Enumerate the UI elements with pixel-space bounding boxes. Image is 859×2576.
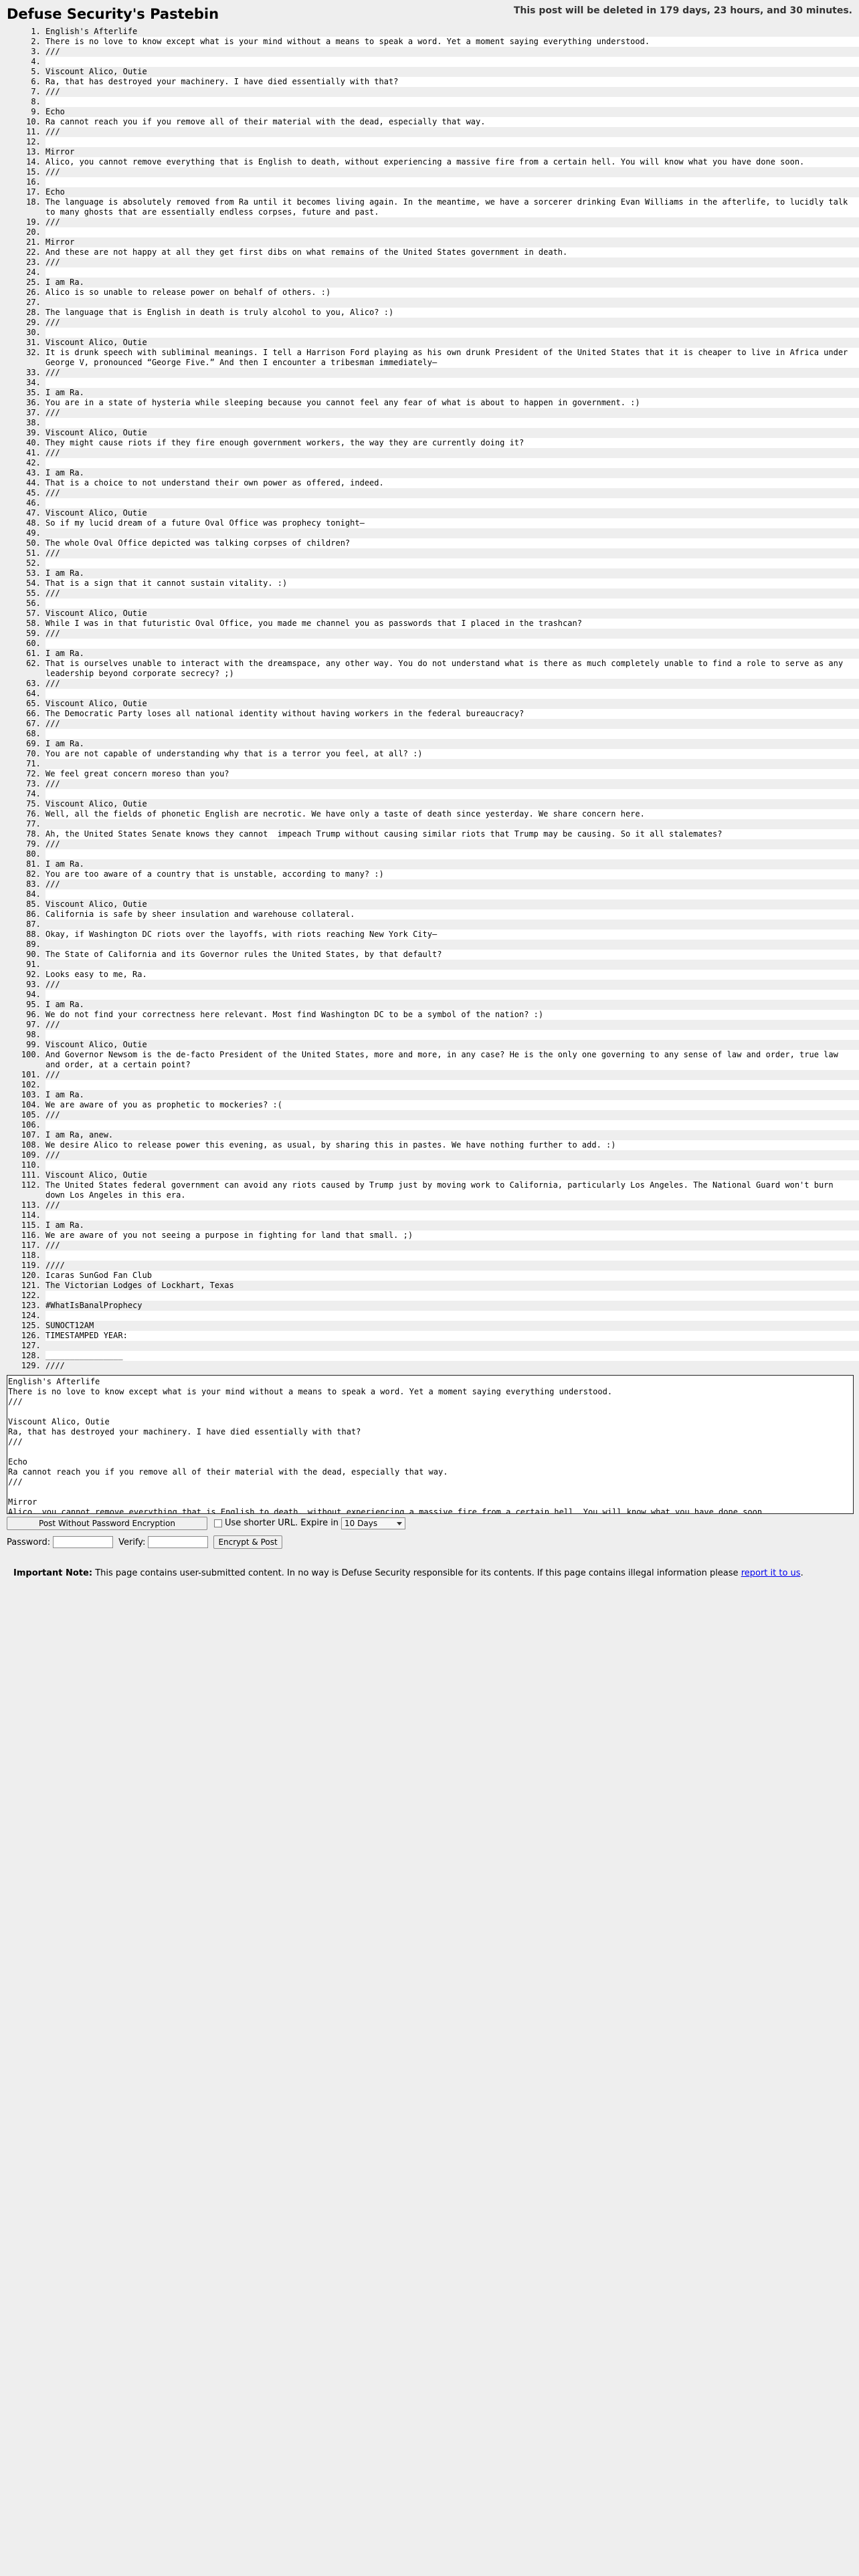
code-line: 7. /// bbox=[45, 87, 859, 97]
code-line: 121. The Victorian Lodges of Lockhart, Texas bbox=[45, 1281, 859, 1291]
expiry-notice: This post will be deleted in 179 days, 23 hours, and 30 minutes. bbox=[513, 5, 852, 16]
code-line: 58. While I was in that futuristic Oval Office, you made me channel you as passwords that I placed in the trashcan? bbox=[45, 619, 859, 629]
code-line bbox=[45, 1080, 859, 1090]
code-line: 88. Okay, if Washington DC riots over the layoffs, with riots reaching New York City— bbox=[45, 930, 859, 940]
code-line: 6. Ra, that has destroyed your machinery. I have died essentially with that? bbox=[45, 77, 859, 87]
code-line: 5. Viscount Alico, Outie bbox=[45, 67, 859, 77]
code-line: 75. Viscount Alico, Outie bbox=[45, 799, 859, 809]
password-row bbox=[7, 1534, 859, 1550]
code-line bbox=[45, 819, 859, 829]
code-line: 95. I am Ra. bbox=[45, 1000, 859, 1010]
code-line: 55. /// bbox=[45, 588, 859, 599]
code-line: 43. I am Ra. bbox=[45, 468, 859, 478]
code-line: 73. /// bbox=[45, 779, 859, 789]
code-line: 128. ________________ bbox=[45, 1351, 859, 1361]
code-line: 79. /// bbox=[45, 839, 859, 849]
code-line: 2. There is no love to know except what is your mind without a means to speak a word. Yet a moment saying everything understood. bbox=[45, 37, 859, 47]
page-header bbox=[0, 0, 859, 27]
expire-select[interactable] bbox=[341, 1517, 405, 1529]
code-line: 40. They might cause riots if they fire enough government workers, the way they are currently doing it? bbox=[45, 438, 859, 448]
paste-content bbox=[0, 27, 859, 1371]
code-line: 67. /// bbox=[45, 719, 859, 729]
code-line: 21. Mirror bbox=[45, 237, 859, 247]
code-line bbox=[45, 940, 859, 950]
code-line: 11. /// bbox=[45, 127, 859, 137]
code-line: 9. Echo bbox=[45, 107, 859, 117]
code-line: 35. I am Ra. bbox=[45, 388, 859, 398]
code-line: 125. SUNOCT12AM bbox=[45, 1321, 859, 1331]
code-line: 72. We feel great concern moreso than you? bbox=[45, 769, 859, 779]
code-line bbox=[45, 378, 859, 388]
code-line bbox=[45, 298, 859, 308]
code-line bbox=[45, 528, 859, 538]
code-line: 109. /// bbox=[45, 1150, 859, 1160]
code-line: 17. Echo bbox=[45, 187, 859, 197]
code-line: 103. I am Ra. bbox=[45, 1090, 859, 1100]
code-line bbox=[45, 1291, 859, 1301]
code-line bbox=[45, 1210, 859, 1220]
code-line: 47. Viscount Alico, Outie bbox=[45, 508, 859, 518]
code-line: 93. /// bbox=[45, 980, 859, 990]
code-line: 92. Looks easy to me, Ra. bbox=[45, 970, 859, 980]
code-line: 107. I am Ra, anew. bbox=[45, 1130, 859, 1140]
verify-input[interactable] bbox=[148, 1536, 208, 1548]
code-line bbox=[45, 889, 859, 899]
code-line: 1. English's Afterlife bbox=[45, 27, 859, 37]
expire-label: Expire in bbox=[300, 1518, 339, 1528]
code-line: 39. Viscount Alico, Outie bbox=[45, 428, 859, 438]
code-line bbox=[45, 1251, 859, 1261]
code-line: 29. /// bbox=[45, 318, 859, 328]
code-line: 14. Alico, you cannot remove everything that is English to death, without experiencing a massive fire from a certain hell. You will know what you have done soon. bbox=[45, 157, 859, 167]
code-line: 115. I am Ra. bbox=[45, 1220, 859, 1230]
code-line: 13. Mirror bbox=[45, 147, 859, 157]
code-line bbox=[45, 328, 859, 338]
code-line: 123. #WhatIsBanalProphecy bbox=[45, 1301, 859, 1311]
code-line: 101. /// bbox=[45, 1070, 859, 1080]
code-line bbox=[45, 498, 859, 508]
code-line: 32. It is drunk speech with subliminal meanings. I tell a Harrison Ford playing as his own drunk President of the United States that it is cheaper to live in Africa under George V, pronounced “George Five.” And then I encounter a tribesman immediately— bbox=[45, 348, 859, 368]
code-line bbox=[45, 1160, 859, 1170]
code-line: 81. I am Ra. bbox=[45, 859, 859, 869]
code-line bbox=[45, 990, 859, 1000]
code-line: 22. And these are not happy at all they get first dibs on what remains of the United States government in death. bbox=[45, 247, 859, 257]
code-line: 41. /// bbox=[45, 448, 859, 458]
shorter-url-checkbox[interactable] bbox=[214, 1519, 222, 1527]
code-line: 104. We are aware of you as prophetic to mockeries? :( bbox=[45, 1100, 859, 1110]
code-line: 63. /// bbox=[45, 679, 859, 689]
code-line: 33. /// bbox=[45, 368, 859, 378]
code-line bbox=[45, 920, 859, 930]
code-line bbox=[45, 558, 859, 568]
password-label: Password: bbox=[7, 1537, 51, 1547]
code-line: 23. /// bbox=[45, 257, 859, 267]
code-line bbox=[45, 729, 859, 739]
code-line: 26. Alico is so unable to release power on behalf of others. :) bbox=[45, 288, 859, 298]
code-line: 83. /// bbox=[45, 879, 859, 889]
code-line bbox=[45, 599, 859, 609]
code-line: 100. And Governor Newsom is the de-facto President of the United States, more and more, in any case? He is the only one governing to any sense of law and order, true law and order, at a certain point? bbox=[45, 1050, 859, 1070]
code-line bbox=[45, 960, 859, 970]
code-line: 97. /// bbox=[45, 1020, 859, 1030]
code-line: 50. The whole Oval Office depicted was talking corpses of children? bbox=[45, 538, 859, 548]
code-line bbox=[45, 458, 859, 468]
code-line: 82. You are too aware of a country that is unstable, according to many? :) bbox=[45, 869, 859, 879]
code-line: 70. You are not capable of understanding why that is a terror you feel, at all? :) bbox=[45, 749, 859, 759]
code-line: 108. We desire Alico to release power this evening, as usual, by sharing this in pastes. We have nothing further to add. :) bbox=[45, 1140, 859, 1150]
code-line: 112. The United States federal government can avoid any riots caused by Trump just by moving work to California, particularly Los Angeles. The National Guard won't burn down Los Angeles in this era. bbox=[45, 1180, 859, 1200]
code-line bbox=[45, 1120, 859, 1130]
code-line: 62. That is ourselves unable to interact with the dreamspace, any other way. You do not understand what is there as much completely unable to find a role to serve as any leadership beyond corporate secrecy? ;) bbox=[45, 659, 859, 679]
code-line: 18. The language is absolutely removed from Ra until it becomes living again. In the meantime, we have a sorcerer drinking Evan Williams in the afterlife, to lucidly talk to many ghosts that are essentially endless corpses, future and past. bbox=[45, 197, 859, 217]
site-title[interactable]: Defuse Security's Pastebin bbox=[7, 6, 219, 22]
code-line: 69. I am Ra. bbox=[45, 739, 859, 749]
code-line: 59. /// bbox=[45, 629, 859, 639]
post-controls bbox=[7, 1515, 859, 1531]
report-link[interactable]: report it to us bbox=[741, 1568, 801, 1578]
code-line: 10. Ra cannot reach you if you remove all of their material with the dead, especially that way. bbox=[45, 117, 859, 127]
code-line: 126. TIMESTAMPED YEAR: bbox=[45, 1331, 859, 1341]
code-line: 78. Ah, the United States Senate knows they cannot impeach Trump without causing similar riots that Trump may be causing. So it all stalemates? bbox=[45, 829, 859, 839]
code-line bbox=[45, 1311, 859, 1321]
code-line: 96. We do not find your correctness here relevant. Most find Washington DC to be a symbol of the nation? :) bbox=[45, 1010, 859, 1020]
code-line: 119. //// bbox=[45, 1261, 859, 1271]
code-line: 31. Viscount Alico, Outie bbox=[45, 338, 859, 348]
code-line: 111. Viscount Alico, Outie bbox=[45, 1170, 859, 1180]
code-line: 19. /// bbox=[45, 217, 859, 227]
code-line: 105. /// bbox=[45, 1110, 859, 1120]
code-line: 99. Viscount Alico, Outie bbox=[45, 1040, 859, 1050]
code-line: 3. /// bbox=[45, 47, 859, 57]
post-without-encryption-button[interactable]: Post Without Password Encryption bbox=[7, 1517, 207, 1530]
encrypt-and-post-button[interactable]: Encrypt & Post bbox=[213, 1535, 282, 1549]
important-note-label: Important Note: bbox=[13, 1568, 93, 1578]
code-line bbox=[45, 759, 859, 769]
code-line: 53. I am Ra. bbox=[45, 568, 859, 578]
code-line bbox=[45, 97, 859, 107]
code-line: 129. //// bbox=[45, 1361, 859, 1371]
code-line: 57. Viscount Alico, Outie bbox=[45, 609, 859, 619]
paste-editor[interactable] bbox=[7, 1375, 854, 1514]
code-line: 61. I am Ra. bbox=[45, 649, 859, 659]
code-line bbox=[45, 689, 859, 699]
code-line: 65. Viscount Alico, Outie bbox=[45, 699, 859, 709]
code-line: 66. The Democratic Party loses all national identity without having workers in the federal bureaucracy? bbox=[45, 709, 859, 719]
code-line: 51. /// bbox=[45, 548, 859, 558]
expire-select-value: 10 Days bbox=[345, 1519, 378, 1528]
code-line bbox=[45, 137, 859, 147]
code-line bbox=[45, 418, 859, 428]
code-line: 36. You are in a state of hysteria while sleeping because you cannot feel any fear of what is about to happen in government. :) bbox=[45, 398, 859, 408]
verify-label: Verify: bbox=[118, 1537, 146, 1547]
important-note-text: This page contains user-submitted content. In no way is Defuse Security responsible for its contents. If this page contains illegal information please bbox=[95, 1568, 739, 1578]
code-line: 90. The State of California and its Governor rules the United States, by that default? bbox=[45, 950, 859, 960]
code-line: 76. Well, all the fields of phonetic English are necrotic. We have only a taste of death since yesterday. We share concern here. bbox=[45, 809, 859, 819]
code-line bbox=[45, 57, 859, 67]
code-line bbox=[45, 177, 859, 187]
code-line: 86. California is safe by sheer insulation and warehouse collateral. bbox=[45, 909, 859, 920]
code-line: 15. /// bbox=[45, 167, 859, 177]
chevron-down-icon bbox=[397, 1522, 402, 1525]
code-line: 117. /// bbox=[45, 1241, 859, 1251]
code-line: 37. /// bbox=[45, 408, 859, 418]
code-line: 25. I am Ra. bbox=[45, 278, 859, 288]
code-line bbox=[45, 227, 859, 237]
code-line: 113. /// bbox=[45, 1200, 859, 1210]
code-line bbox=[45, 849, 859, 859]
code-line bbox=[45, 1030, 859, 1040]
code-line: 44. That is a choice to not understand their own power as offered, indeed. bbox=[45, 478, 859, 488]
important-note bbox=[13, 1568, 859, 1580]
code-line: 48. So if my lucid dream of a future Oval Office was prophecy tonight— bbox=[45, 518, 859, 528]
code-line bbox=[45, 1341, 859, 1351]
code-line: 54. That is a sign that it cannot sustain vitality. :) bbox=[45, 578, 859, 588]
code-line bbox=[45, 267, 859, 278]
code-line: 116. We are aware of you not seeing a purpose in fighting for land that small. ;) bbox=[45, 1230, 859, 1241]
code-line: 85. Viscount Alico, Outie bbox=[45, 899, 859, 909]
password-input[interactable] bbox=[53, 1536, 113, 1548]
note-period: . bbox=[800, 1568, 803, 1578]
code-line: 120. Icaras SunGod Fan Club bbox=[45, 1271, 859, 1281]
code-line: 45. /// bbox=[45, 488, 859, 498]
code-line bbox=[45, 789, 859, 799]
code-line bbox=[45, 639, 859, 649]
code-line: 28. The language that is English in death is truly alcohol to you, Alico? :) bbox=[45, 308, 859, 318]
shorter-url-label: Use shorter URL. bbox=[225, 1518, 298, 1528]
